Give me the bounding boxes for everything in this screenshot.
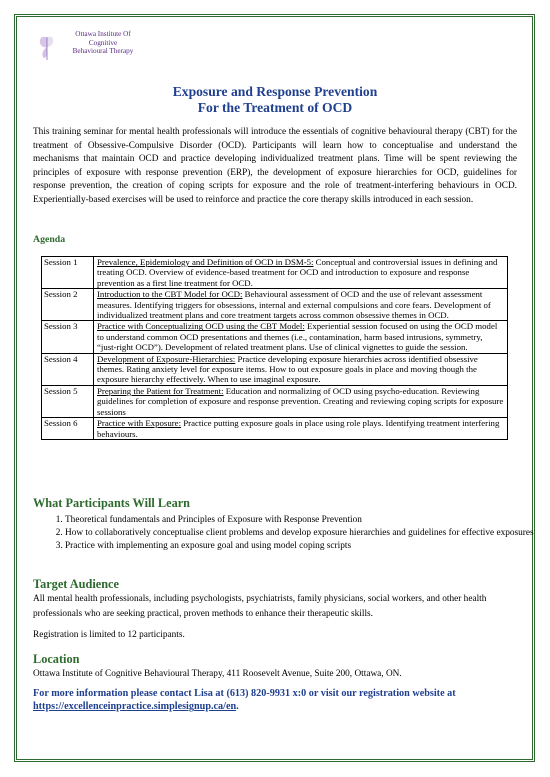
agenda-heading: Agenda (33, 234, 66, 245)
table-row (42, 418, 508, 440)
session-label: Session 6 (42, 418, 94, 440)
session-description (94, 418, 508, 440)
list-item: 2. How to collaboratively conceptualise client problems and develop exposure hierarchies and guidelines for effective exposures (65, 527, 535, 540)
table-row (42, 321, 508, 353)
table-row (42, 257, 508, 289)
page-subtitle: For the Treatment of OCD (197, 100, 353, 115)
session-label: Session 2 (42, 289, 94, 321)
logo-line-2: Cognitive (88, 38, 118, 47)
contact-end: . (236, 701, 239, 713)
contact-info (33, 687, 517, 714)
session-description (94, 353, 508, 385)
session-label: Session 3 (42, 321, 94, 353)
session-details: Behavioural assessment of OCD and the use of relevant assessment measures. Identifying triggers for obsessions, internal and external compulsions and core fears. Development of individualized treatment plans and core treatment targets across common obsessive themes in OCD. (97, 289, 491, 321)
session-description (94, 257, 508, 289)
session-topic: Development of Exposure-Hierarchies: (97, 353, 236, 364)
session-details: Conceptual and controversial issues in defining and treating OCD. Overview of evidence-based treatment for OCD and introduction to exposure and response prevention as a first line treatment for OCD. (97, 257, 498, 288)
session-details: Practice developing exposure hierarchies across identified obsessive themes. Rating anxiety level for exposure items. How to out exposure goals in place and moving though the exposure hierarchy effectively. When to use imaginal exposure. (97, 353, 478, 385)
session-topic: Practice with Exposure: (97, 418, 182, 429)
session-label: Session 4 (42, 353, 94, 385)
list-item: 3. Practice with implementing an exposure goal and using model coping scripts (65, 540, 535, 553)
logo-line-3: Behavioural Therapy (72, 47, 134, 56)
location-address: Ottawa Institute of Cognitive Behavioural Therapy, 411 Roosevelt Avenue, Suite 200, Ottawa, ON. (33, 669, 402, 679)
institute-logo (36, 30, 146, 66)
agenda-table (41, 256, 508, 440)
session-label: Session 5 (42, 385, 94, 417)
session-topic: Preparing the Patient for Treatment: (97, 385, 224, 396)
session-description (94, 321, 508, 353)
list-item: 1. Theoretical fundamentals and Principles of Exposure with Response Prevention (65, 514, 535, 527)
session-details: Practice putting exposure goals in place using role plays. Identifying treatment interfering behaviours. (97, 418, 500, 439)
session-label: Session 1 (42, 257, 94, 289)
session-topic: Prevalence, Epidemiology and Definition of OCD in DSM-5: (97, 257, 314, 267)
logo-line-1: Ottawa Institute Of (75, 30, 131, 38)
location-heading: Location (33, 652, 80, 666)
session-description (94, 385, 508, 417)
session-details: Experiential session focused on using the OCD model to understand common OCD presentations and themes (i.e., contamination, harm based intrusions, symmetry, “just-right OCD”). Development of related treatment plans. Use of clinical vignettes to guide the session. (97, 321, 498, 353)
page-title: Exposure and Response Prevention (172, 84, 378, 99)
session-topic: Practice with Conceptualizing OCD using the CBT Model: (97, 321, 305, 332)
session-description (94, 289, 508, 321)
learn-heading: What Participants Will Learn (33, 496, 191, 510)
learn-list (37, 514, 535, 553)
registration-note: Registration is limited to 12 participants. (33, 630, 185, 640)
table-row (42, 289, 508, 321)
table-row (42, 385, 508, 417)
table-row (42, 353, 508, 385)
audience-paragraph: All mental health professionals, including psychologists, psychiatrists, family physicians, social workers, and other health professionals who are seeking practical, proven methods to enhance their therapeutic skills. (33, 594, 487, 619)
session-topic: Introduction to the CBT Model for OCD: (97, 289, 243, 300)
registration-link[interactable]: https://excellenceinpractice.simplesignup.ca/en (33, 701, 237, 713)
audience-heading: Target Audience (33, 577, 119, 591)
butterfly-icon (36, 32, 58, 66)
contact-text: For more information please contact Lisa at (613) 820-9931 x:0 or visit our registration website at (33, 688, 456, 699)
session-details: Education and normalizing of OCD using psycho-education. Reviewing guidelines for completion of exposure and response prevention. Creating and reviewing coping scripts for exposure sessions (97, 385, 504, 417)
intro-paragraph: This training seminar for mental health professionals will introduce the essentials of cognitive behavioural therapy (CBT) for the treatment of Obsessive-Compulsive Disorder (OCD). Participants will learn how to conceptualise and understand the mechanisms that maintain OCD and practice developing individualized treatment plans. Time will be spent reviewing the principles of exposure with response prevention (ERP), the development of exposure hierarchies for OCD, guidelines for response prevention, the creation of coping scripts for exposure and the role of treatment-interfering behaviours in OCD. Experientially-based exercises will be used to reinforce and practice the core therapy skills introduced in each session. (33, 127, 517, 205)
